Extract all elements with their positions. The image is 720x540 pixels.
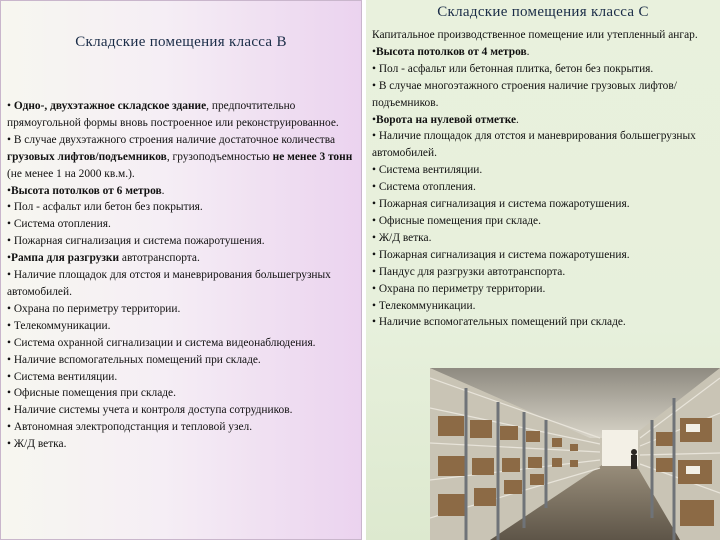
list-item: • Охрана по периметру территории. xyxy=(372,282,546,295)
list-item: • Наличие вспомогательных помещений при складе. xyxy=(372,316,626,329)
class-b-feature-list xyxy=(7,98,357,453)
list-item: • Наличие площадок для отстоя и маневрирования большегрузных автомобилей. xyxy=(7,269,331,298)
list-item: •Ворота на нулевой отметке. xyxy=(372,113,519,126)
list-item: • Ж/Д ветка. xyxy=(7,438,67,451)
list-item: •Высота потолков от 6 метров. xyxy=(7,184,165,197)
list-item: • Пожарная сигнализация и система пожаротушения. xyxy=(372,198,630,211)
list-item: Капитальное производственное помещение или утепленный ангар. xyxy=(372,29,698,41)
list-item: • В случае многоэтажного строения наличие грузовых лифтов/подъемников. xyxy=(372,79,677,109)
list-item: • Телекоммуникации. xyxy=(7,319,111,332)
list-item: •Рампа для разгрузки автотранспорта. xyxy=(7,252,200,265)
list-item: • Пандус для разгрузки автотранспорта. xyxy=(372,265,566,278)
list-item: • Наличие площадок для отстоя и маневрирования большегрузных автомобилей. xyxy=(372,130,696,160)
list-item: • Ж/Д ветка. xyxy=(372,231,432,244)
list-item: • Офисные помещения при складе. xyxy=(372,214,541,227)
list-item: •Высота потолков от 4 метров. xyxy=(372,45,530,58)
list-item: • Пожарная сигнализация и система пожаротушения. xyxy=(7,235,265,248)
warehouse-photo xyxy=(430,368,720,540)
list-item: • Охрана по периметру территории. xyxy=(7,302,181,315)
list-item: • Наличие системы учета и контроля доступа сотрудников. xyxy=(7,404,293,417)
list-item: • Система вентиляции. xyxy=(7,370,118,383)
list-item: • Система отопления. xyxy=(372,181,476,194)
list-item: • Пол - асфальт или бетонная плитка, бетон без покрытия. xyxy=(372,62,654,75)
list-item: • Пол - асфальт или бетон без покрытия. xyxy=(7,201,203,214)
list-item: • Система охранной сигнализации и система видеонаблюдения. xyxy=(7,336,316,349)
list-item: • Система вентиляции. xyxy=(372,164,483,177)
class-c-feature-list xyxy=(372,27,718,331)
list-item: • В случае двухэтажного строения наличие достаточное количества грузовых лифтов/подъемников, грузоподъемностью не менее 3 тонн (не менее 1 на 2000 кв.м.). xyxy=(7,133,353,180)
list-item: • Автономная электроподстанция и тепловой узел. xyxy=(7,421,253,434)
list-item: • Одно-, двухэтажное складское здание, предпочтительно прямоугольной формы вновь построенное или реконструированное. xyxy=(7,100,339,129)
list-item: • Офисные помещения при складе. xyxy=(7,387,176,400)
list-item: • Наличие вспомогательных помещений при складе. xyxy=(7,353,261,366)
list-item: • Система отопления. xyxy=(7,218,111,231)
warehouse-shelving-image xyxy=(430,368,720,540)
list-item: • Телекоммуникации. xyxy=(372,299,476,312)
list-item: • Пожарная сигнализация и система пожаротушения. xyxy=(372,248,630,261)
class-c-title: Складские помещения класса С xyxy=(437,4,649,20)
class-b-title: Складские помещения класса В xyxy=(75,34,287,50)
